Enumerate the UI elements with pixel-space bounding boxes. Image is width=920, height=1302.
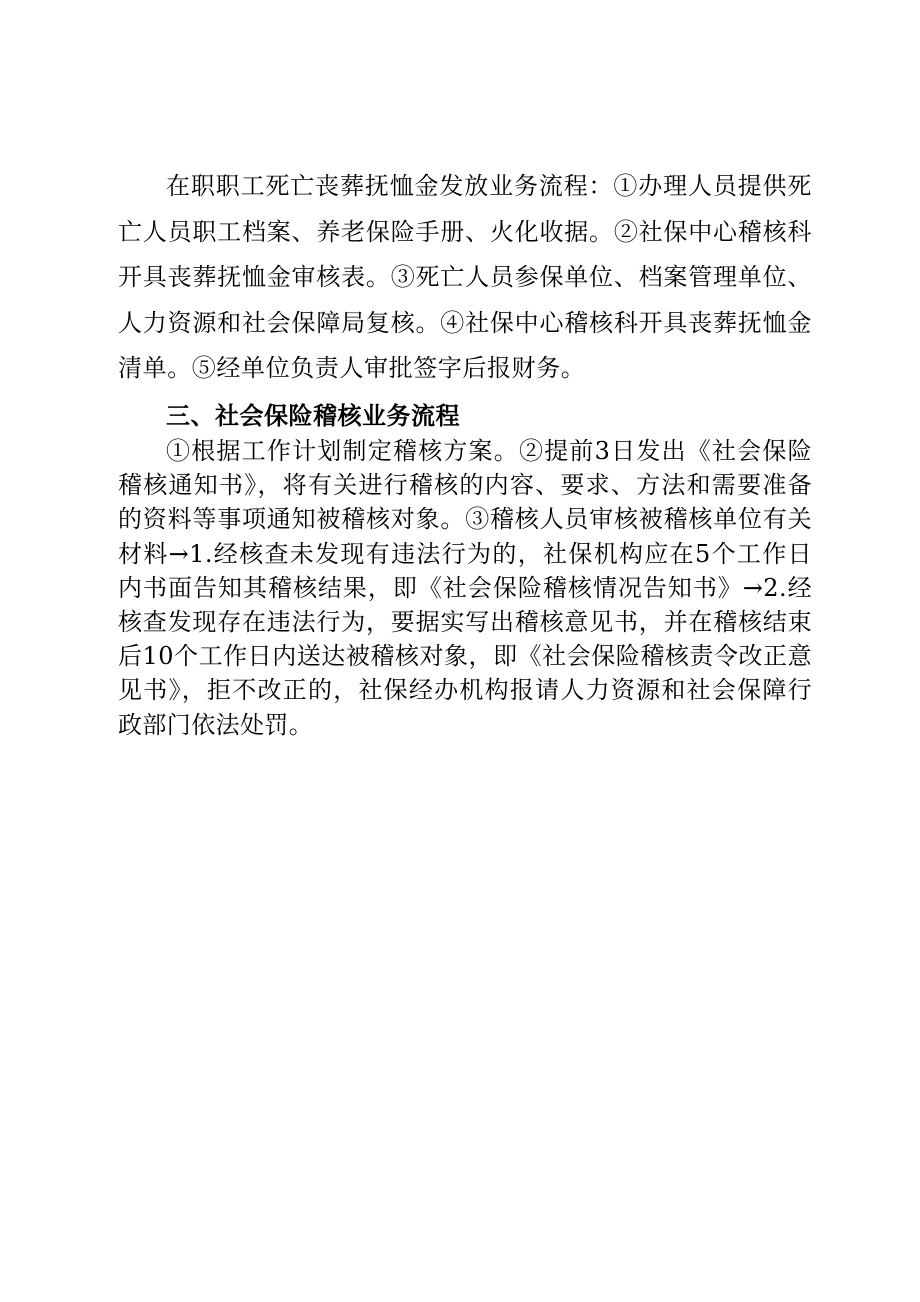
- paragraph-funeral-pension-process: 在职职工死亡丧葬抚恤金发放业务流程：①办理人员提供死亡人员职工档案、养老保险手册、火化收据。②社保中心稽核科开具丧葬抚恤金审核表。③死亡人员参保单位、档案管理单位、人力资源和社会保障局复核。④社保中心稽核科开具丧葬抚恤金清单。⑤经单位负责人审批签字后报财务。: [118, 172, 812, 382]
- paragraph-audit-process: ①根据工作计划制定稽核方案。②提前3日发出《社会保险稽核通知书》，将有关进行稽核的内容、要求、方法和需要准备的资料等事项通知被稽核对象。③稽核人员审核被稽核单位有关材料→1.经核查未发现有违法行为的，社保机构应在5个工作日内书面告知其稽核结果，即《社会保险稽核情况告知书》→2.经核查发现存在违法行为，要据实写出稽核意见书，并在稽核结束后10个工作日内送达被稽核对象，即《社会保险稽核责令改正意见书》，拒不改正的，社保经办机构报请人力资源和社会保障行政部门依法处罚。: [118, 437, 812, 739]
- section-heading-audit-process: 三、社会保险稽核业务流程: [166, 402, 460, 430]
